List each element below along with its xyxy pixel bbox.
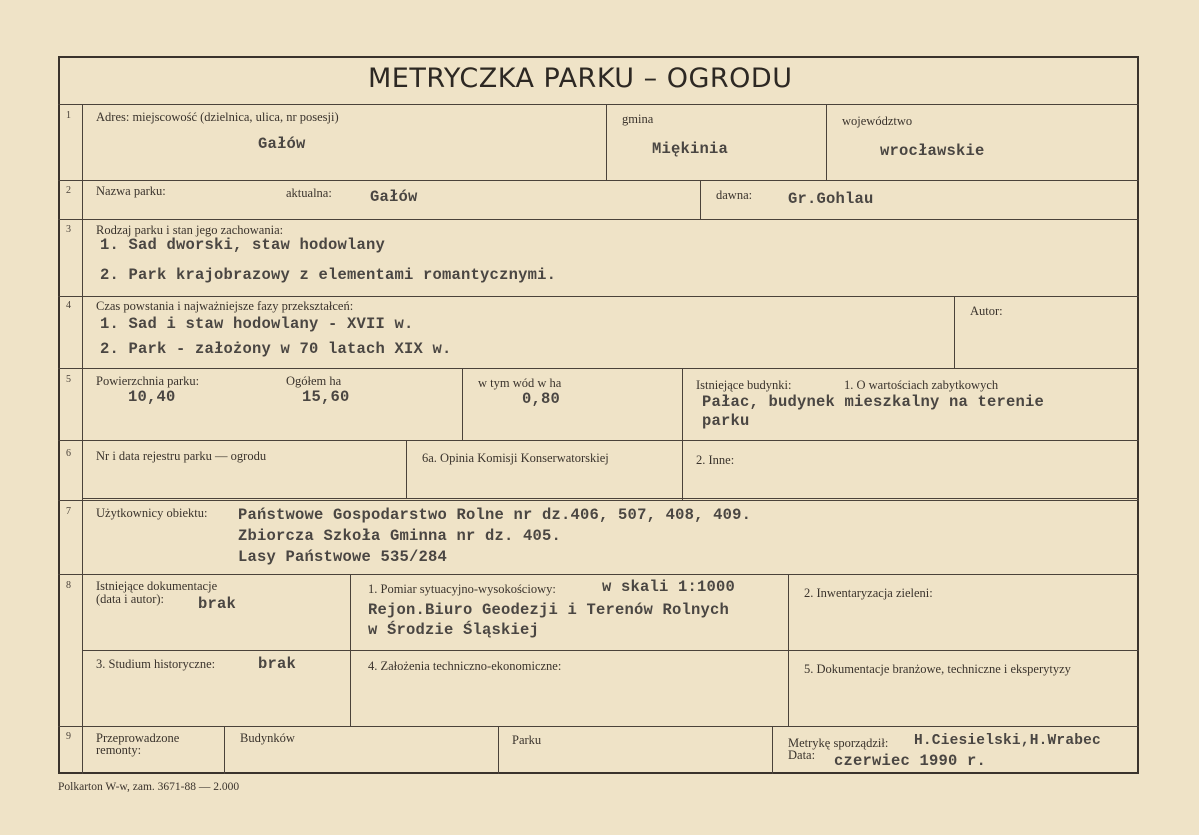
park-type-line2: 2. Park krajobrazowy z elementami romantycznymi. — [100, 266, 557, 284]
address-value: Gałów — [258, 135, 306, 153]
r8-div-a — [350, 574, 351, 726]
water-area-value: 0,80 — [522, 390, 561, 408]
r9-div-b — [498, 726, 499, 774]
repairs-label: Przeprowadzone — [96, 731, 180, 745]
park-type-label: Rodzaj parku i stan jego zachowania: — [96, 223, 284, 237]
monuments-label: 1. O wartościach zabytkowych — [844, 378, 999, 392]
row-separator-2 — [58, 219, 1139, 220]
current-name-label: aktualna: — [286, 186, 332, 200]
row-number: 6 — [66, 448, 71, 459]
prepared-by-value: H.Ciesielski,H.Wrabec — [914, 733, 1101, 749]
row-separator-6 — [58, 500, 1139, 501]
row-number: 7 — [66, 506, 71, 517]
survey-line3: w Środzie Śląskiej — [368, 621, 540, 639]
docs-label-2: (data i autor): — [96, 592, 165, 606]
green-inventory-label: 2. Inwentaryzacja zieleni: — [804, 586, 933, 600]
park-type-line1: 1. Sad dworski, staw hodowlany — [100, 236, 386, 254]
row-number: 1 — [66, 110, 71, 121]
docs-value: brak — [198, 595, 237, 613]
r8-div-b — [788, 574, 789, 726]
other-label: 2. Inne: — [696, 453, 735, 467]
r5-div-b — [682, 368, 683, 500]
register-label: Nr i data rejestru parku — ogrodu — [96, 449, 267, 463]
date-label: Data: — [788, 748, 816, 762]
origin-label: Czas powstania i najważniejsze fazy przekształceń: — [96, 299, 354, 313]
author-label: Autor: — [970, 304, 1003, 318]
buildings-repairs-label: Budynków — [240, 731, 295, 745]
users-label: Użytkownicy obiektu: — [96, 506, 208, 520]
r4-div — [954, 296, 955, 368]
voivodeship-label: województwo — [842, 114, 913, 128]
address-label: Adres: miejscowość (dzielnica, ulica, nr posesji) — [96, 110, 339, 124]
r9-div-c — [772, 726, 773, 774]
r6-div — [406, 440, 407, 498]
row-separator-8 — [58, 726, 1139, 727]
water-area-label: w tym wód w ha — [478, 376, 562, 390]
buildings-line1: Pałac, budynek mieszkalny na terenie — [702, 393, 1045, 411]
date-value: czerwiec 1990 r. — [834, 752, 987, 770]
tech-assumptions-label: 4. Założenia techniczno-ekonomiczne: — [368, 659, 562, 673]
docs-label: Istniejące dokumentacje — [96, 579, 218, 593]
row-separator-5 — [58, 440, 1139, 441]
repairs-label-2: remonty: — [96, 743, 142, 757]
survey-line2: Rejon.Biuro Geodezji i Terenów Rolnych — [368, 601, 730, 619]
history-study-value: brak — [258, 655, 297, 673]
row-number: 8 — [66, 580, 71, 591]
former-name-value: Gr.Gohlau — [788, 190, 874, 208]
row-separator-1 — [58, 180, 1139, 181]
users-line2: Zbiorcza Szkoła Gminna nr dz. 405. — [238, 527, 562, 545]
row-separator-4 — [58, 368, 1139, 369]
gmina-value: Miękinia — [652, 140, 729, 158]
total-area-label: Ogółem ha — [286, 374, 342, 388]
row6-inner-separator — [82, 498, 1139, 499]
origin-line2: 2. Park - założony w 70 latach XIX w. — [100, 340, 452, 358]
former-name-label: dawna: — [716, 188, 753, 202]
row8-mid-separator — [82, 650, 1139, 651]
row-number: 2 — [66, 185, 71, 196]
r1-div-a — [606, 105, 607, 180]
gmina-label: gmina — [622, 112, 654, 126]
opinion-label: 6a. Opinia Komisji Konserwatorskiej — [422, 451, 609, 465]
r1-div-b — [826, 105, 827, 180]
origin-line1: 1. Sad i staw hodowlany - XVII w. — [100, 315, 414, 333]
park-name-label: Nazwa parku: — [96, 184, 166, 198]
existing-buildings-label: Istniejące budynki: — [696, 378, 792, 392]
park-repairs-label: Parku — [512, 733, 542, 747]
users-line1: Państwowe Gospodarstwo Rolne nr dz.406, 507, 408, 409. — [238, 506, 752, 524]
card-title: METRYCZKA PARKU – OGRODU — [368, 63, 793, 94]
history-study-label: 3. Studium historyczne: — [96, 657, 216, 671]
voivodeship-value: wrocławskie — [880, 142, 985, 160]
title-separator — [58, 104, 1139, 105]
survey-label: 1. Pomiar sytuacyjno-wysokościowy: — [368, 582, 556, 596]
survey-scale: w skali 1:1000 — [602, 578, 736, 596]
r9-div-a — [224, 726, 225, 774]
area-value: 10,40 — [128, 388, 176, 406]
row-separator-3 — [58, 296, 1139, 297]
total-area-value: 15,60 — [302, 388, 350, 406]
row-number: 5 — [66, 374, 71, 385]
users-line3: Lasy Państwowe 535/284 — [238, 548, 448, 566]
r2-div — [700, 180, 701, 219]
prepared-by-label: Metrykę sporządził: — [788, 736, 889, 750]
current-name-value: Gałów — [370, 188, 418, 206]
buildings-line2: parku — [702, 412, 750, 430]
branch-docs-label: 5. Dokumentacje branżowe, techniczne i eksperytyzy — [804, 662, 1071, 676]
printer-footer: Polkarton W-w, zam. 3671-88 — 2.000 — [58, 781, 240, 793]
row-number: 4 — [66, 300, 71, 311]
row-number: 3 — [66, 224, 71, 235]
row-number: 9 — [66, 731, 71, 742]
area-label: Powierzchnia parku: — [96, 374, 200, 388]
row-separator-7 — [58, 574, 1139, 575]
r5-div-a — [462, 368, 463, 440]
